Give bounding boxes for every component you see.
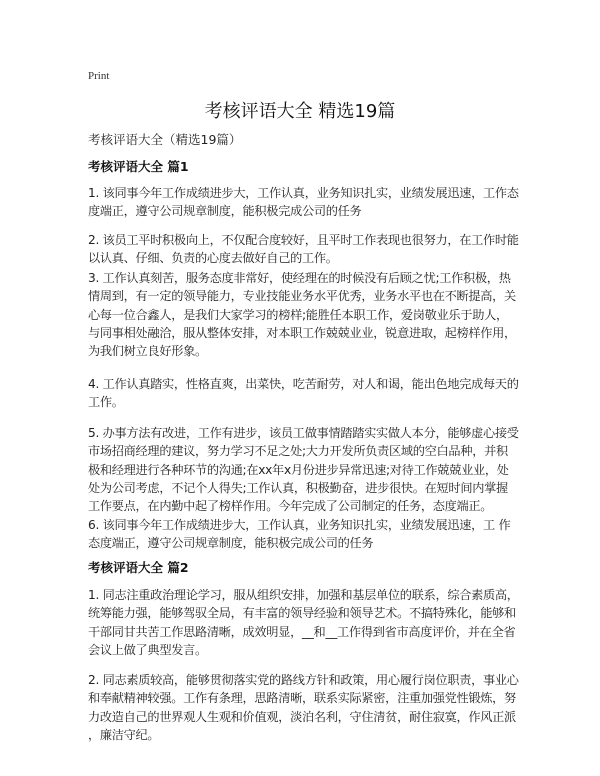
paragraph-line: 6. 该同事今年工作成绩进步大，工作认真，业务知识扎实，业绩发展迅速，工 作 [88, 518, 511, 532]
paragraph [88, 424, 519, 515]
paragraph-line: 干部同甘共苦工作思路清晰，成效明显，__和__工作得到省市高度评价，并在全省 [88, 624, 516, 639]
paragraph-line: 5. 办事方法有改进，工作有进步，该员工做事情踏踏实实做人本分，能够虚心接受 [88, 426, 519, 440]
paragraph-line: 态度端正，遵守公司规章制度，能积极完成公司的任务 [88, 536, 374, 551]
paragraph-line: ，廉洁守纪。 [88, 727, 160, 742]
paragraph-line: 情周到，有一定的领导能力，专业技能业务水平优秀，业务水平也在不断提高，关 [88, 289, 516, 304]
paragraph-line: 工作要点，在内勤中起了榜样作用。今年完成了公司制定的任务，态度端正。 [88, 499, 493, 514]
section-heading: 考核评语大全 篇1 [88, 159, 189, 174]
paragraph-line: 为我们树立良好形象。 [88, 344, 207, 359]
paragraph-line: 以认真、仔细、负责的心度去做好自己的工作。 [88, 251, 338, 266]
paragraph [88, 586, 519, 659]
paragraph [88, 231, 519, 268]
paragraph-line: 1. 该同事今年工作成绩进步大，工作认真，业务知识扎实，业绩发展迅速，工作态 [88, 186, 519, 200]
paragraph-line: 3. 工作认真刻苦，服务态度非常好，使经理在的时候没有后顾之忧;工作积极，热 [88, 271, 511, 285]
paragraph-line: 2. 同志素质较高，能够贯彻落实党的路线方针和政策，用心履行岗位职责，事业心 [88, 673, 519, 687]
paragraph-line: 4. 工作认真踏实，性格直爽，出菜快，吃苦耐劳，对人和谒，能出色地完成每天的 [88, 377, 519, 391]
section-heading: 考核评语大全 篇2 [88, 560, 189, 575]
paragraph-line: 工作。 [88, 395, 124, 410]
paragraph-line: 处为公司考虑，不记个人得失;工作认真，积极勤奋，进步很快。在短时间内掌握 [88, 480, 508, 495]
paragraph-line: 统筹能力强，能够驾驭全局，有丰富的领导经验和领导艺术。不搞特殊化，能够和 [88, 606, 516, 621]
subtitle: 考核评语大全（精选19篇） [88, 132, 242, 147]
paragraph-line: 极和经理进行各种环节的沟通;在xx年x月份进步异常迅速;对待工作兢兢业业，处 [88, 462, 509, 477]
paragraph [88, 516, 510, 553]
paragraph-line: 力改造自己的世界观人生观和价值观，淡泊名利，守住清贫，耐住寂寞，作风正派 [88, 709, 516, 724]
paragraph-line: 心每一位合鑫人，是我们大家学习的榜样;能胜任本职工作，爱岗敬业乐于助人， [88, 307, 508, 322]
paragraph-line: 和奉献精神较强。工作有条理，思路清晰，联系实际紧密，注重加强党性锻炼，努 [88, 691, 516, 706]
page-title: 考核评语大全 精选19篇 [204, 101, 396, 122]
paragraph [88, 671, 519, 744]
paragraph-line: 与同事相处融洽，服从整体安排，对本职工作兢兢业业，锐意进取，起榜样作用， [88, 325, 516, 340]
paragraph-line: 市场招商经理的建议，努力学习不足之处;大力开发所负责区域的空白品种，并积 [88, 444, 508, 459]
paragraph-line: 1. 同志注重政治理论学习，服从组织安排，加强和基层单位的联系，综合素质高， [88, 588, 519, 602]
paragraph [88, 269, 516, 360]
paragraph-line: 会议上做了典型发言。 [88, 642, 207, 657]
paragraph-line: 2. 该员工平时积极向上，不仅配合度较好，且平时工作表现也很努力，在工作时能 [88, 233, 519, 247]
paragraph [88, 375, 519, 412]
paragraph-line: 度端正，遵守公司规章制度，能积极完成公司的任务 [88, 204, 362, 219]
paragraph [88, 184, 519, 221]
print-link[interactable]: Print [88, 70, 110, 82]
